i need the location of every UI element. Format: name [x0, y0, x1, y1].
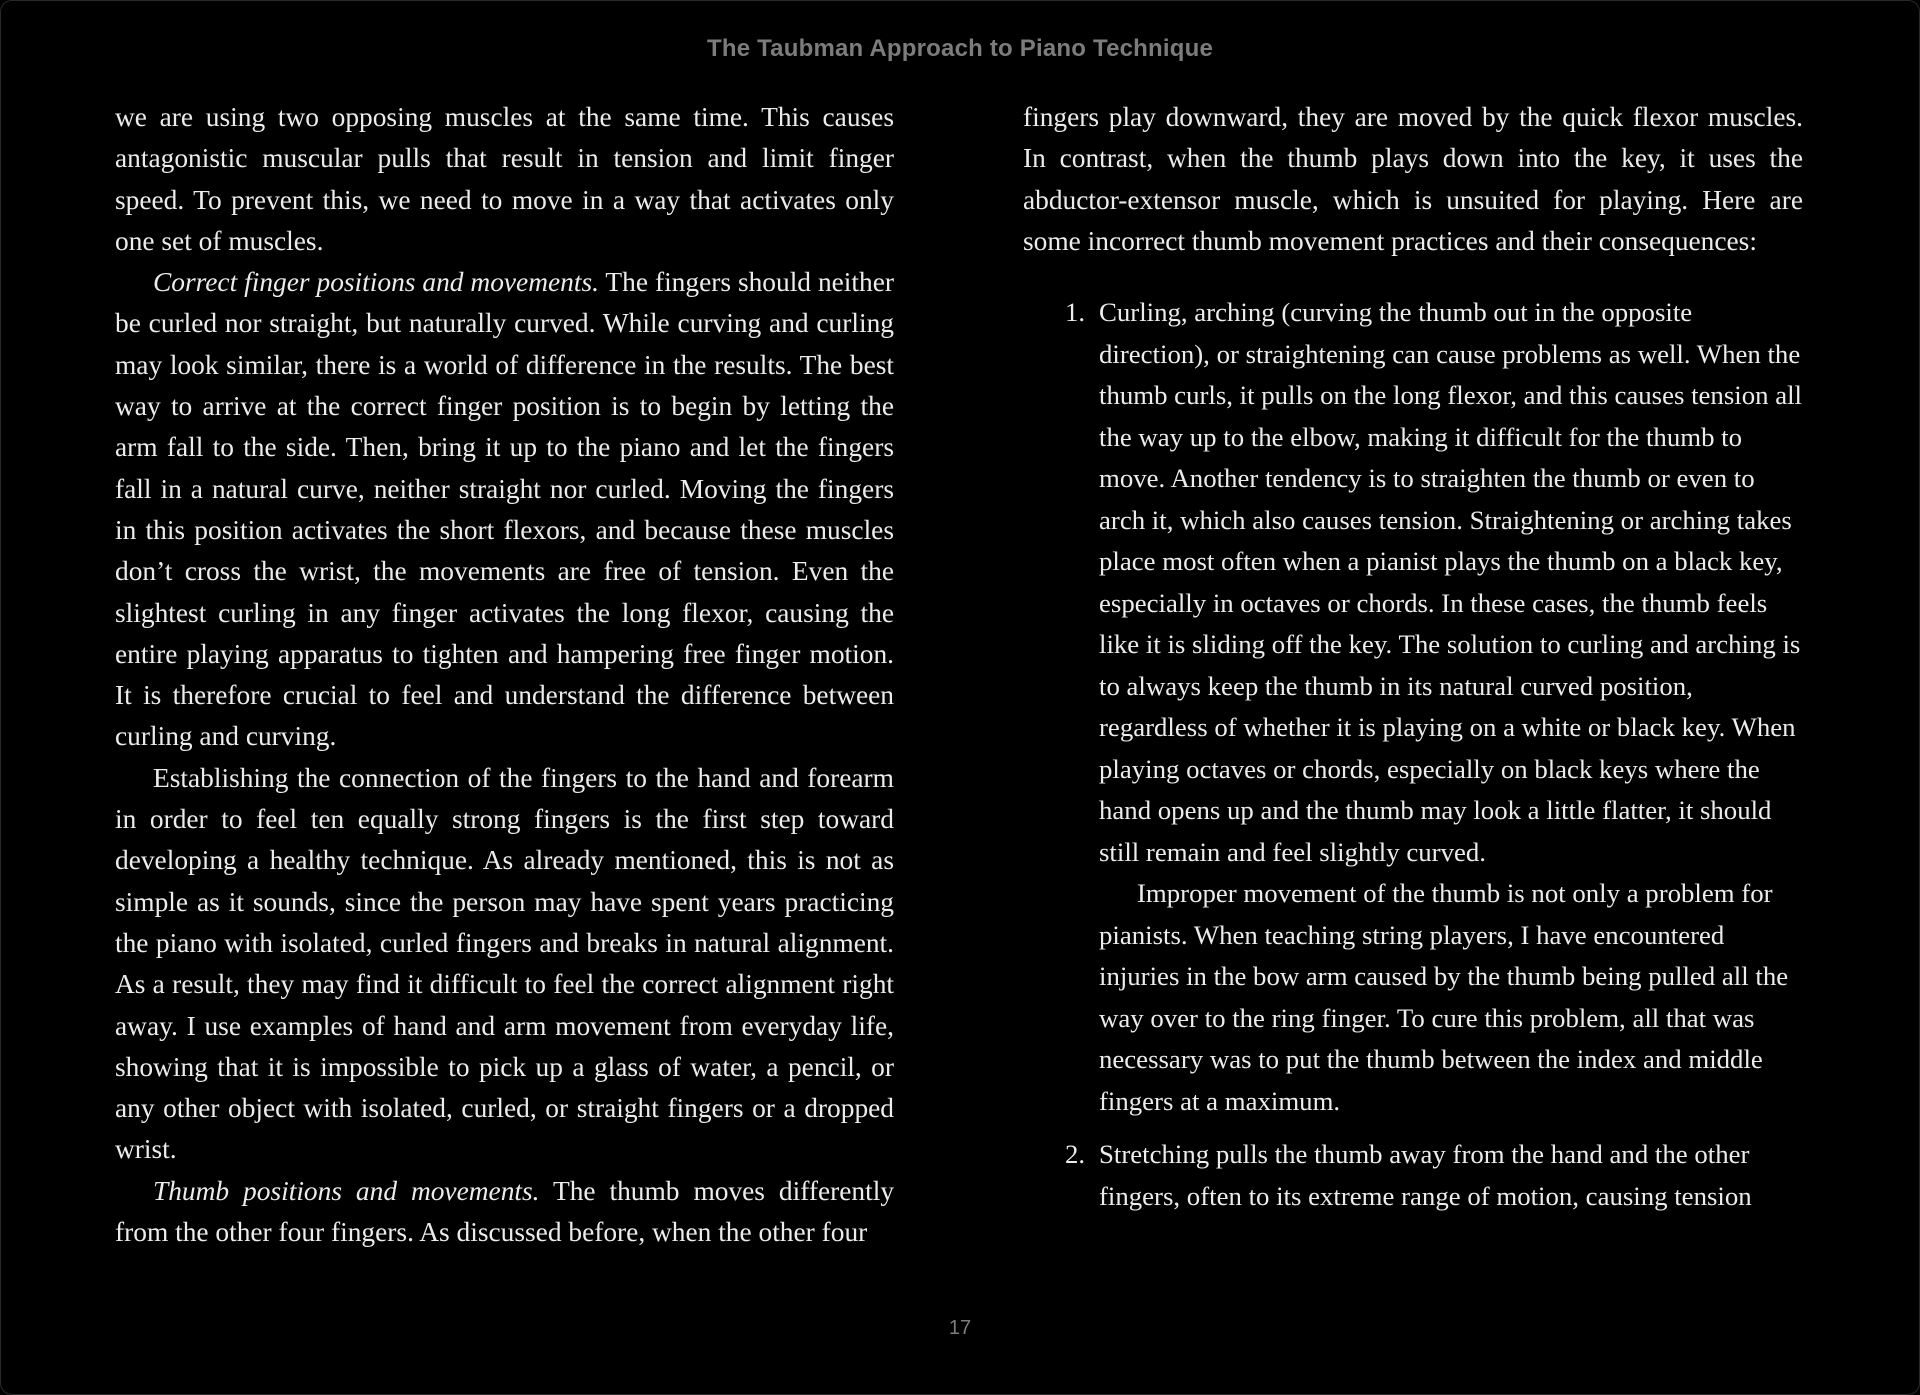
list-item [1023, 292, 1803, 1122]
list-number: 2. [1065, 1139, 1086, 1170]
list-item [1023, 1134, 1803, 1217]
list-item-subparagraph: Improper movement of the thumb is not only a problem for pianists. When teaching string players, I have encountered injuries in the bow arm caused by the thumb being pulled all the way over to the ring finger. To cure this problem, all that was necessary was to put the thumb between the index and middle fingers at a maximum. [1099, 878, 1789, 1116]
page-number: 17 [948, 1317, 972, 1339]
list-item-text: Curling, arching (curving the thumb out in the opposite direction), or straightening can cause problems as well. When the thumb curls, it pulls on the long flexor, and this causes tension all the way up to the elbow, making it difficult for the thumb to move. Another tendency is to straighten the thumb or even to arch it, which also causes tension. Straightening or arching takes place most often when a pianist plays the thumb on a black key, especially in octaves or chords. In these cases, the thumb feels like it is sliding off the key. The solution to curling and arching is to always keep the thumb in its natural curved position, regardless of whether it is playing on a white or black key. When playing octaves or chords, especially on black keys where the hand opens up and the thumb may look a little flatter, it should still remain and feel slightly curved. [1099, 297, 1802, 867]
right-page [1023, 97, 1803, 1217]
paragraph [115, 1171, 894, 1254]
paragraph: we are using two opposing muscles at the same time. This causes antagonistic muscular pulls that result in tension and limit finger speed. To prevent this, we need to move in a way that activates only one set of muscles. [115, 102, 894, 256]
paragraph-body: The thumb moves differently from the other four fingers. As discussed before, when the other four [115, 1175, 895, 1248]
list-item-text: Stretching pulls the thumb away from the hand and the other fingers, often to its extreme range of motion, causing tension [1099, 1139, 1752, 1211]
section-heading-inline: Correct finger positions and movements. [153, 267, 599, 298]
section-heading-inline: Thumb positions and movements. [153, 1175, 540, 1206]
numbered-list [1023, 292, 1803, 1217]
book-title: The Taubman Approach to Piano Technique [706, 35, 1214, 62]
paragraph-body: The fingers should neither be curled nor straight, but naturally curved. While curving and curling may look similar, there is a world of difference in the results. The best way to arrive at the correct finger position is to begin by letting the arm fall to the side. Then, bring it up to the piano and let the fingers fall in a natural curve, neither straight nor curled. Moving the fingers in this position activates the short flexors, and because these muscles don’t cross the wrist, the movements are free of tension. Even the slightest curling in any finger activates the long flexor, causing the entire playing apparatus to tighten and hampering free finger motion. It is therefore crucial to feel and understand the difference between curling and curving. [115, 267, 894, 752]
paragraph: fingers play downward, they are moved by the quick flexor muscles. In contrast, when the thumb plays down into the key, it uses the abductor-extensor muscle, which is unsuited for playing. Here are some incorrect thumb movement practices and their consequences: [1023, 102, 1803, 256]
paragraph: Establishing the connection of the fingers to the hand and forearm in order to feel ten equally strong fingers is the first step toward developing a healthy technique. As already mentioned, this is not as simple as it sounds, since the person may have spent years practicing the piano with isolated, curled fingers and breaks in natural alignment. As a result, they may find it difficult to feel the correct alignment right away. I use examples of hand and arm movement from everyday life, showing that it is impossible to pick up a glass of water, a pencil, or any other object with isolated, curled, or straight fingers or a dropped wrist. [115, 762, 894, 1165]
paragraph [115, 262, 894, 758]
left-page [115, 97, 894, 1253]
list-number: 1. [1065, 297, 1086, 328]
